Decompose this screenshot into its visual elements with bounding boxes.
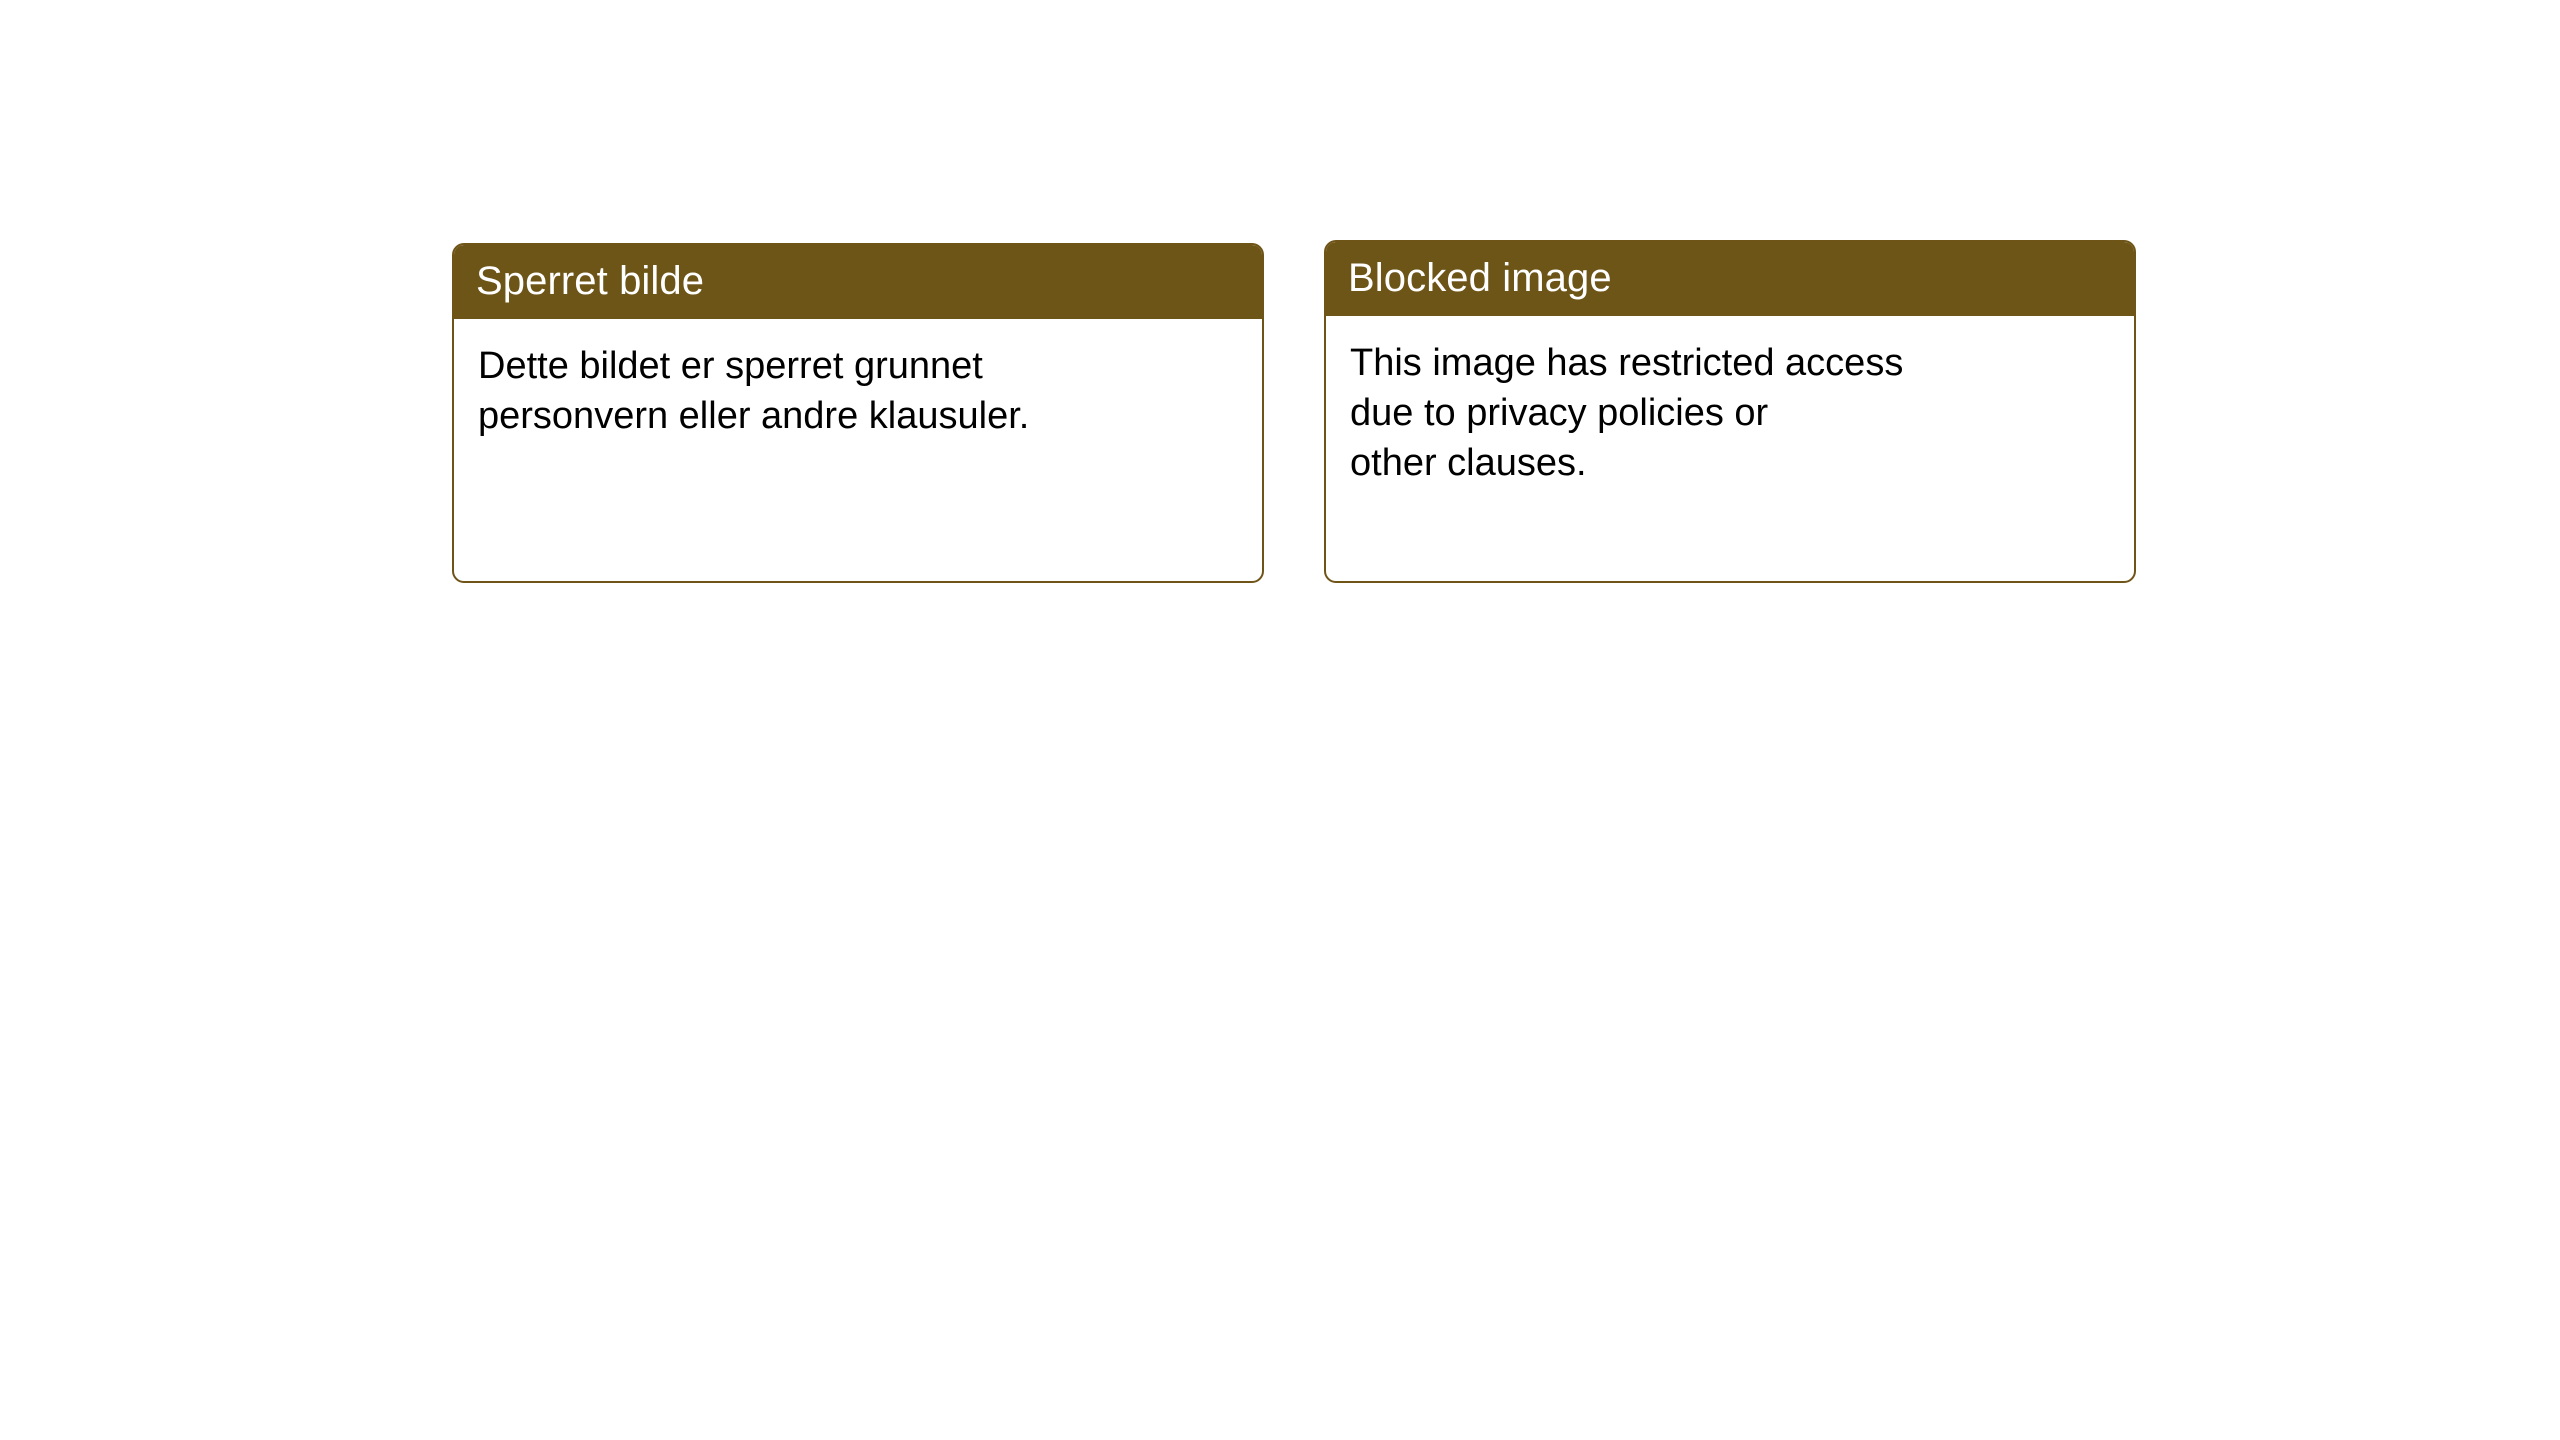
notice-title-no: Sperret bilde [454, 245, 1262, 319]
notice-body-line: due to privacy policies or [1350, 392, 1769, 435]
blocked-image-notice-no [452, 243, 1264, 583]
notice-body-en [1326, 316, 2134, 508]
notice-body-line: Dette bildet er sperret grunnet [478, 345, 983, 387]
notice-body-line: personvern eller andre klausuler. [478, 395, 1030, 438]
notice-title-en: Blocked image [1326, 242, 2134, 316]
notice-body-line: This image has restricted access [1350, 342, 1904, 384]
notice-body-no [454, 319, 1262, 461]
blocked-image-notice-en [1324, 240, 2136, 583]
notice-body-line: other clauses. [1350, 442, 1587, 485]
